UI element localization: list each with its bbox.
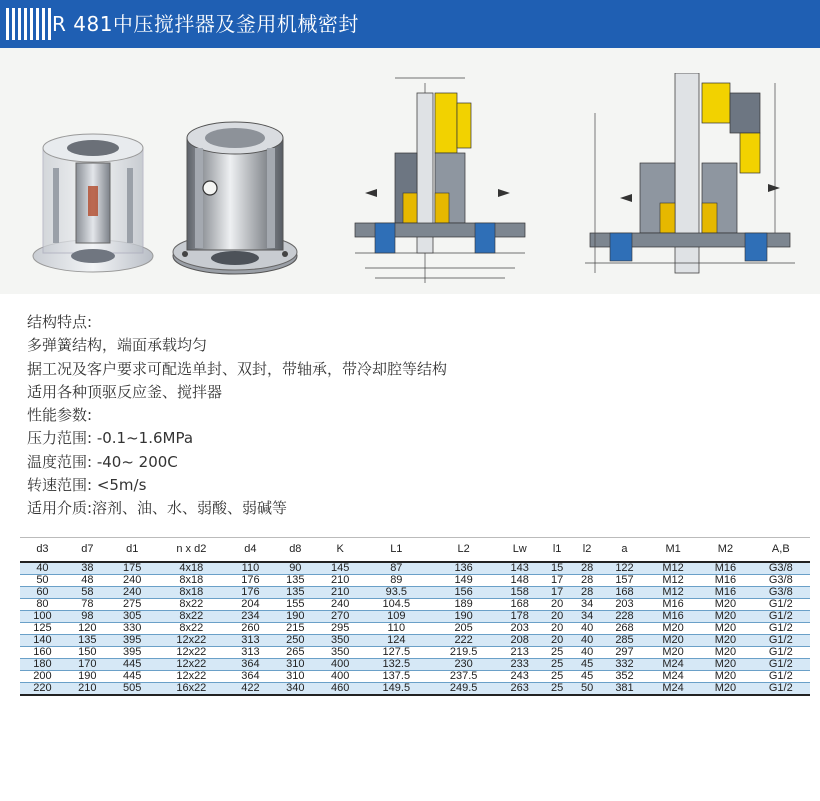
table-cell: M16 [647, 598, 699, 610]
table-row [20, 610, 810, 622]
table-row [20, 598, 810, 610]
table-cell: 364 [228, 670, 273, 682]
spec-table [20, 537, 810, 696]
table-cell: 170 [65, 658, 110, 670]
table-cell: 15 [542, 562, 572, 575]
section-drawing-1 [335, 73, 550, 288]
table-cell: M24 [647, 658, 699, 670]
table-cell: 12x22 [155, 634, 228, 646]
table-cell: 80 [20, 598, 65, 610]
table-cell: 45 [572, 658, 602, 670]
table-cell: 178 [497, 610, 542, 622]
table-cell: 149 [430, 574, 497, 586]
table-cell: M20 [699, 658, 751, 670]
table-cell: M20 [647, 634, 699, 646]
table-cell: 297 [602, 646, 647, 658]
feature-heading-structure: 结构特点: [27, 313, 93, 331]
table-row [20, 622, 810, 634]
table-cell: M12 [647, 562, 699, 575]
col-header: Lw [497, 538, 542, 562]
table-cell: 240 [110, 574, 155, 586]
table-cell: M20 [699, 634, 751, 646]
table-cell: 237.5 [430, 670, 497, 682]
table-cell: 222 [430, 634, 497, 646]
col-header: L2 [430, 538, 497, 562]
table-cell: M20 [699, 622, 751, 634]
table-cell: 143 [497, 562, 542, 575]
table-cell: 213 [497, 646, 542, 658]
table-cell: M12 [647, 574, 699, 586]
table-cell: 234 [228, 610, 273, 622]
table-cell: 210 [318, 586, 363, 598]
table-row [20, 670, 810, 682]
table-cell: 381 [602, 682, 647, 695]
table-cell: 34 [572, 598, 602, 610]
table-cell: 210 [318, 574, 363, 586]
table-cell: 58 [65, 586, 110, 598]
table-cell: 98 [65, 610, 110, 622]
table-cell: M16 [699, 574, 751, 586]
table-cell: 45 [572, 670, 602, 682]
table-body [20, 562, 810, 695]
table-cell: 505 [110, 682, 155, 695]
table-cell: 364 [228, 658, 273, 670]
table-cell: 445 [110, 658, 155, 670]
table-cell: 90 [273, 562, 318, 575]
table-cell: G1/2 [752, 634, 810, 646]
table-cell: G1/2 [752, 682, 810, 695]
feature-pressure: 压力范围: -0.1~1.6MPa [27, 429, 194, 448]
table-cell: G1/2 [752, 610, 810, 622]
table-cell: 87 [363, 562, 430, 575]
table-cell: 148 [497, 574, 542, 586]
col-header: d1 [110, 538, 155, 562]
table-cell: 233 [497, 658, 542, 670]
table-cell: G1/2 [752, 670, 810, 682]
table-cell: 38 [65, 562, 110, 575]
table-cell: 48 [65, 574, 110, 586]
table-cell: 135 [273, 586, 318, 598]
table-cell: 157 [602, 574, 647, 586]
table-cell: 137.5 [363, 670, 430, 682]
table-cell: 150 [65, 646, 110, 658]
table-cell: 120 [65, 622, 110, 634]
table-cell: 109 [363, 610, 430, 622]
table-cell: 332 [602, 658, 647, 670]
table-cell: 190 [430, 610, 497, 622]
table-cell: 20 [542, 610, 572, 622]
table-cell: M12 [647, 586, 699, 598]
table-cell: 20 [542, 622, 572, 634]
table-cell: 12x22 [155, 646, 228, 658]
col-header: d7 [65, 538, 110, 562]
table-row [20, 586, 810, 598]
feature-temperature: 温度范围: -40~ 200C [27, 452, 178, 471]
table-cell: 210 [65, 682, 110, 695]
col-header: A,B [752, 538, 810, 562]
table-cell: 34 [572, 610, 602, 622]
table-cell: 204 [228, 598, 273, 610]
table-cell: G1/2 [752, 658, 810, 670]
table-cell: 395 [110, 646, 155, 658]
table-cell: 240 [318, 598, 363, 610]
table-cell: 249.5 [430, 682, 497, 695]
feature-line: 适用各种顶驱反应釜、搅拌器 [27, 382, 223, 401]
table-header-row [20, 538, 810, 562]
table-cell: 189 [430, 598, 497, 610]
table-cell: M20 [699, 646, 751, 658]
table-cell: 40 [572, 622, 602, 634]
table-cell: 110 [363, 622, 430, 634]
table-cell: G3/8 [752, 574, 810, 586]
table-cell: 50 [572, 682, 602, 695]
table-cell: 8x22 [155, 610, 228, 622]
table-cell: 20 [542, 634, 572, 646]
table-cell: 127.5 [363, 646, 430, 658]
table-cell: 313 [228, 646, 273, 658]
table-cell: 125 [20, 622, 65, 634]
table-cell: 263 [497, 682, 542, 695]
table-cell: 25 [542, 670, 572, 682]
table-cell: G3/8 [752, 586, 810, 598]
table-cell: 400 [318, 670, 363, 682]
table-cell: 40 [572, 646, 602, 658]
table-cell: M16 [699, 586, 751, 598]
seal-photo-1 [28, 108, 158, 278]
table-cell: 17 [542, 574, 572, 586]
table-cell: 12x22 [155, 670, 228, 682]
table-cell: 340 [273, 682, 318, 695]
table-cell: 400 [318, 658, 363, 670]
table-cell: 275 [110, 598, 155, 610]
col-header: n x d2 [155, 538, 228, 562]
table-cell: 268 [602, 622, 647, 634]
table-cell: 395 [110, 634, 155, 646]
section-drawing-2 [580, 73, 805, 288]
feature-heading-performance: 性能参数: [27, 406, 93, 425]
table-cell: 422 [228, 682, 273, 695]
table-cell: 149.5 [363, 682, 430, 695]
table-cell: 8x18 [155, 586, 228, 598]
features-section [27, 311, 787, 521]
col-header: l2 [572, 538, 602, 562]
table-cell: 135 [65, 634, 110, 646]
table-cell: 330 [110, 622, 155, 634]
table-cell: M16 [699, 562, 751, 575]
table-cell: 310 [273, 670, 318, 682]
table-cell: 78 [65, 598, 110, 610]
table-cell: 93.5 [363, 586, 430, 598]
table-cell: M24 [647, 670, 699, 682]
table-row [20, 562, 810, 575]
table-cell: M24 [647, 682, 699, 695]
table-cell: 310 [273, 658, 318, 670]
table-cell: 295 [318, 622, 363, 634]
table-cell: 140 [20, 634, 65, 646]
table-cell: 168 [497, 598, 542, 610]
table-cell: 265 [273, 646, 318, 658]
table-cell: 158 [497, 586, 542, 598]
table-cell: 215 [273, 622, 318, 634]
table-cell: 350 [318, 646, 363, 658]
table-cell: 270 [318, 610, 363, 622]
table-cell: M20 [699, 598, 751, 610]
table-cell: 60 [20, 586, 65, 598]
col-header: M2 [699, 538, 751, 562]
col-header: M1 [647, 538, 699, 562]
table-cell: 156 [430, 586, 497, 598]
col-header: a [602, 538, 647, 562]
table-cell: 104.5 [363, 598, 430, 610]
table-cell: M20 [699, 670, 751, 682]
table-cell: 25 [542, 646, 572, 658]
table-cell: 350 [318, 634, 363, 646]
table-cell: 8x18 [155, 574, 228, 586]
table-cell: M20 [647, 622, 699, 634]
page-title: R 481中压搅拌器及釜用机械密封 [52, 12, 359, 36]
table-cell: 110 [228, 562, 273, 575]
table-cell: 260 [228, 622, 273, 634]
table-cell: 352 [602, 670, 647, 682]
col-header: d8 [273, 538, 318, 562]
product-images [0, 48, 820, 294]
table-cell: 89 [363, 574, 430, 586]
table-cell: 25 [542, 682, 572, 695]
table-cell: M20 [699, 610, 751, 622]
table-cell: 145 [318, 562, 363, 575]
table-cell: 4x18 [155, 562, 228, 575]
header-stripes-icon [6, 8, 51, 40]
table-cell: 313 [228, 634, 273, 646]
table-cell: 176 [228, 586, 273, 598]
table-cell: 230 [430, 658, 497, 670]
table-cell: 28 [572, 586, 602, 598]
table-cell: M20 [647, 646, 699, 658]
table-cell: 190 [65, 670, 110, 682]
page-header [0, 0, 820, 48]
table-cell: M20 [699, 682, 751, 695]
table-cell: 40 [572, 634, 602, 646]
table-cell: 285 [602, 634, 647, 646]
table-cell: G1/2 [752, 646, 810, 658]
table-cell: 20 [542, 598, 572, 610]
table-cell: 180 [20, 658, 65, 670]
table-cell: 160 [20, 646, 65, 658]
table-cell: 124 [363, 634, 430, 646]
table-cell: 50 [20, 574, 65, 586]
table-cell: 28 [572, 562, 602, 575]
col-header: l1 [542, 538, 572, 562]
feature-speed: 转速范围: <5m/s [27, 476, 147, 495]
table-row [20, 634, 810, 646]
table-cell: 190 [273, 610, 318, 622]
table-cell: 176 [228, 574, 273, 586]
col-header: L1 [363, 538, 430, 562]
table-cell: 228 [602, 610, 647, 622]
table-cell: 136 [430, 562, 497, 575]
table-cell: G1/2 [752, 622, 810, 634]
table-cell: 460 [318, 682, 363, 695]
table-cell: 17 [542, 586, 572, 598]
table-cell: 16x22 [155, 682, 228, 695]
table-cell: 205 [430, 622, 497, 634]
table-cell: 40 [20, 562, 65, 575]
table-cell: 25 [542, 658, 572, 670]
table-cell: 240 [110, 586, 155, 598]
table-cell: 122 [602, 562, 647, 575]
table-cell: 208 [497, 634, 542, 646]
table-cell: 12x22 [155, 658, 228, 670]
table-cell: 135 [273, 574, 318, 586]
table-cell: 243 [497, 670, 542, 682]
table-cell: 168 [602, 586, 647, 598]
table-cell: 305 [110, 610, 155, 622]
table-cell: G3/8 [752, 562, 810, 575]
table-cell: 132.5 [363, 658, 430, 670]
table-cell: 8x22 [155, 598, 228, 610]
table-cell: G1/2 [752, 598, 810, 610]
table-cell: M16 [647, 610, 699, 622]
table-cell: 203 [497, 622, 542, 634]
table-cell: 8x22 [155, 622, 228, 634]
table-row [20, 682, 810, 695]
table-cell: 175 [110, 562, 155, 575]
table-cell: 28 [572, 574, 602, 586]
col-header: d4 [228, 538, 273, 562]
col-header: d3 [20, 538, 65, 562]
table-cell: 220 [20, 682, 65, 695]
seal-photo-2 [165, 108, 300, 283]
feature-line: 据工况及客户要求可配选单封、双封，带轴承，带冷却腔等结构 [27, 359, 448, 378]
table-row [20, 658, 810, 670]
table-cell: 155 [273, 598, 318, 610]
feature-media: 适用介质:溶剂、油、水、弱酸、弱碱等 [27, 499, 288, 518]
table-cell: 250 [273, 634, 318, 646]
table-row [20, 646, 810, 658]
table-row [20, 574, 810, 586]
feature-line: 多弹簧结构，端面承载均匀 [27, 336, 208, 355]
table-cell: 445 [110, 670, 155, 682]
col-header: K [318, 538, 363, 562]
table-cell: 219.5 [430, 646, 497, 658]
table-cell: 200 [20, 670, 65, 682]
table-cell: 203 [602, 598, 647, 610]
table-cell: 100 [20, 610, 65, 622]
